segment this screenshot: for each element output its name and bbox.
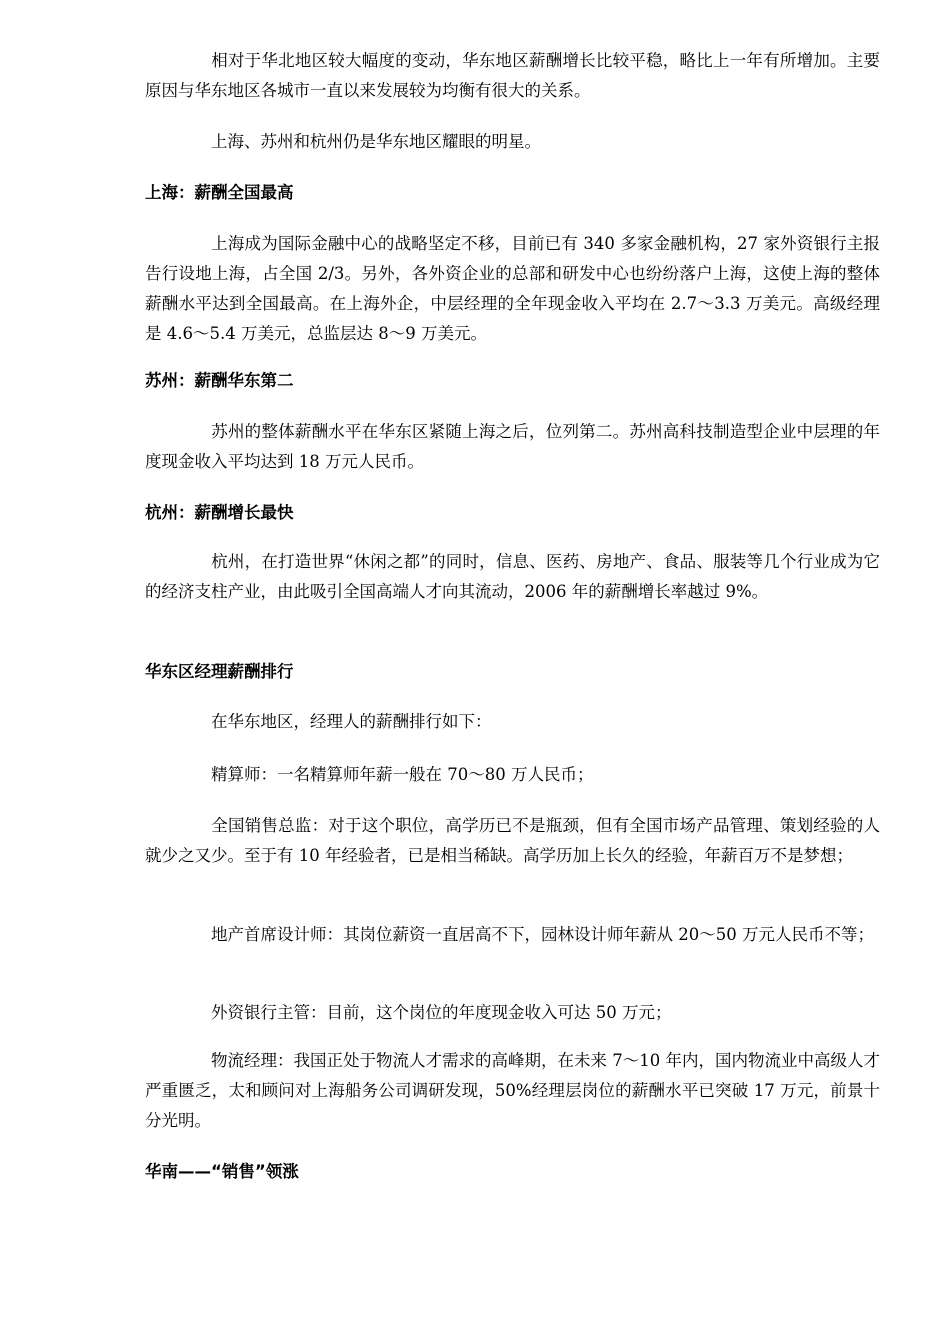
paragraph-logistics — [145, 1046, 880, 1136]
paragraph-text: 苏州的整体薪酬水平在华东区紧随上海之后，位列第二。苏州高科技制造型企业中层理的年度现金收入平均达到 18 万元人民币。 — [145, 422, 880, 471]
heading-south-china: 华南——“销售”领涨 — [145, 1162, 299, 1181]
paragraph-text: 物流经理：我国正处于物流人才需求的高峰期，在未来 7～10 年内，国内物流业中高级人才严重匮乏，太和顾问对上海船务公司调研发现，50%经理层岗位的薪酬水平已突破 17 万元，前景十分光明。 — [145, 1051, 880, 1130]
paragraph-ranking-intro — [145, 707, 880, 737]
paragraph-text: 上海、苏州和杭州仍是华东地区耀眼的明星。 — [211, 132, 541, 151]
paragraph-text: 杭州，在打造世界“休闲之都”的同时，信息、医药、房地产、食品、服装等几个行业成为它的经济支柱产业，由此吸引全国高端人才向其流动，2006 年的薪酬增长率越过 9%。 — [145, 552, 880, 601]
paragraph-foreign-bank — [145, 998, 880, 1028]
paragraph-suzhou — [145, 417, 880, 477]
paragraph-text: 全国销售总监：对于这个职位，高学历已不是瓶颈，但有全国市场产品管理、策划经验的人就少之又少。至于有 10 年经验者，已是相当稀缺。高学历加上长久的经验，年薪百万不是梦想； — [145, 816, 880, 865]
paragraph-text: 精算师：一名精算师年薪一般在 70～80 万人民币； — [211, 765, 594, 784]
paragraph-actuary — [145, 760, 880, 790]
paragraph-stars — [145, 127, 880, 157]
heading-ranking: 华东区经理薪酬排行 — [145, 662, 294, 681]
paragraph-sales-director — [145, 811, 880, 871]
paragraph-chief-designer — [145, 920, 880, 950]
heading-suzhou: 苏州：薪酬华东第二 — [145, 371, 294, 390]
paragraph-text: 地产首席设计师：其岗位薪资一直居高不下，园林设计师年薪从 20～50 万元人民币不等； — [211, 925, 874, 944]
paragraph-text: 外资银行主管：目前，这个岗位的年度现金收入可达 50 万元； — [211, 1003, 672, 1022]
paragraph-text: 相对于华北地区较大幅度的变动，华东地区薪酬增长比较平稳，略比上一年有所增加。主要原因与华东地区各城市一直以来发展较为均衡有很大的关系。 — [145, 51, 880, 100]
paragraph-text: 在华东地区，经理人的薪酬排行如下： — [211, 712, 492, 731]
paragraph-hangzhou — [145, 547, 880, 607]
heading-shanghai: 上海：薪酬全国最高 — [145, 183, 294, 202]
paragraph-shanghai — [145, 229, 880, 349]
paragraph-text: 上海成为国际金融中心的战略坚定不移，目前已有 340 多家金融机构，27 家外资银行主报告行设地上海，占全国 2/3。另外，各外资企业的总部和研发中心也纷纷落户上海，这使上海的整体薪酬水平达到全国最高。在上海外企，中层经理的全年现金收入平均在 2.7～3.3 万美元。高级经理是 4.6～5.4 万美元，总监层达 8～9 万美元。 — [145, 234, 880, 343]
heading-hangzhou: 杭州：薪酬增长最快 — [145, 503, 294, 522]
paragraph-east-china-intro — [145, 46, 880, 106]
